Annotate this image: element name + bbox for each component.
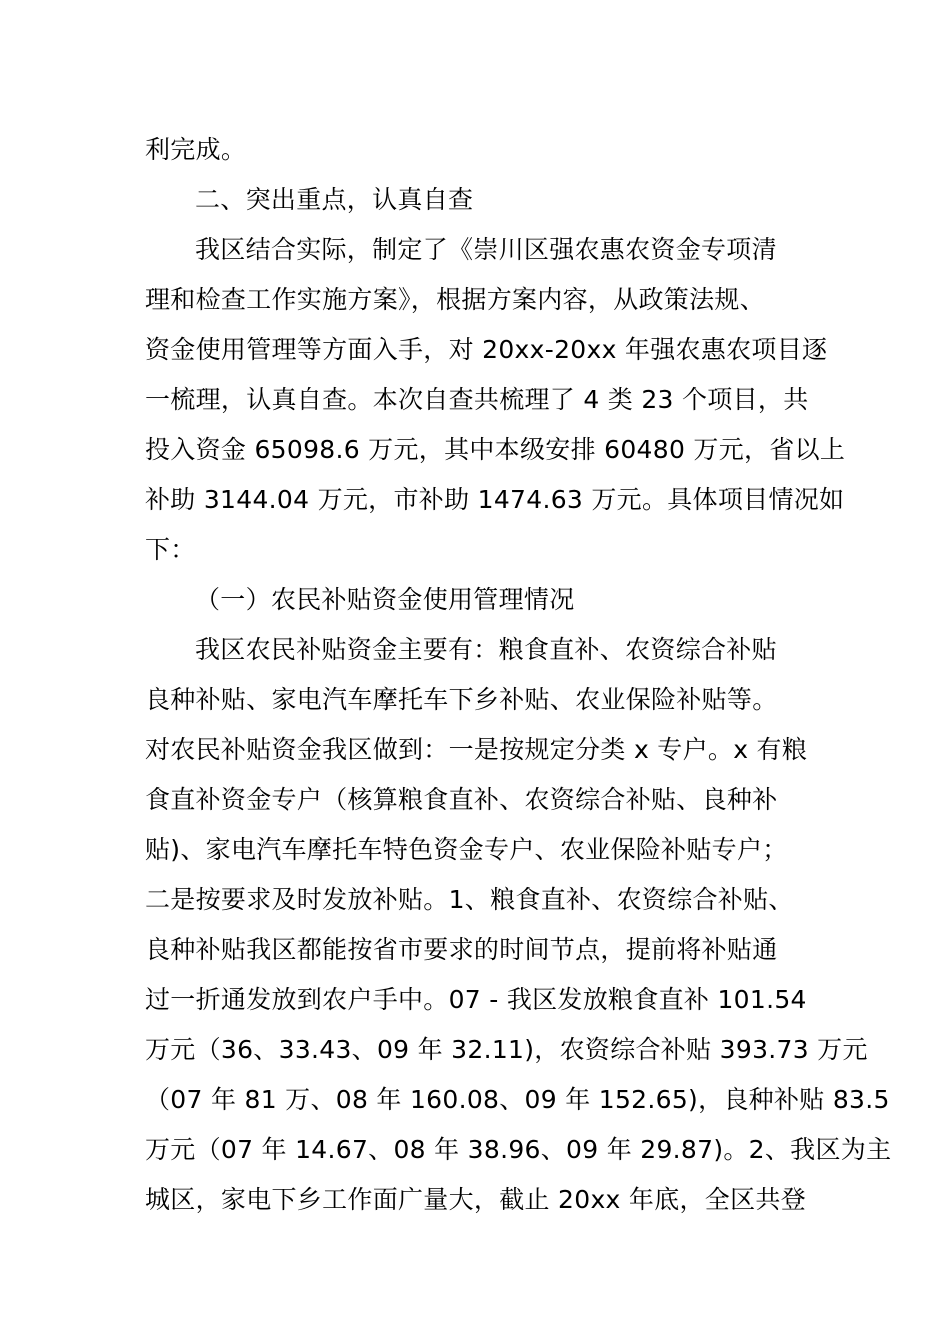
text-line-9: 下： [145, 535, 196, 564]
text-line-3: 我区结合实际，制定了《崇川区强农惠农资金专项清 [195, 235, 777, 264]
text-line-1: 利完成。 [145, 135, 247, 164]
text-line-4: 理和检查工作实施方案》，根据方案内容，从政策法规、 [145, 285, 766, 314]
text-line-13: 对农民补贴资金我区做到：一是按规定分类 x 专户。x 有粮 [145, 735, 808, 764]
text-line-19: 万元（36、33.43、09 年 32.11)，农资综合补贴 393.73 万元 [145, 1035, 868, 1064]
text-line-8: 补助 3144.04 万元，市补助 1474.63 万元。具体项目情况如 [145, 485, 845, 514]
text-line-7: 投入资金 65098.6 万元，其中本级安排 60480 万元，省以上 [145, 435, 846, 464]
text-line-15: 贴)、家电汽车摩托车特色资金专户、农业保险补贴专户； [145, 835, 788, 864]
text-line-11: 我区农民补贴资金主要有：粮食直补、农资综合补贴 [195, 635, 777, 664]
text-line-12: 良种补贴、家电汽车摩托车下乡补贴、农业保险补贴等。 [145, 685, 778, 714]
section-heading: 二、突出重点，认真自查 [195, 185, 474, 214]
text-line-22: 城区，家电下乡工作面广量大，截止 20xx 年底，全区共登 [145, 1185, 806, 1214]
text-line-6: 一梳理，认真自查。本次自查共梳理了 4 类 23 个项目，共 [145, 385, 809, 414]
text-line-16: 二是按要求及时发放补贴。1、粮食直补、农资综合补贴、 [145, 885, 794, 914]
text-line-14: 食直补资金专户（核算粮食直补、农资综合补贴、良种补 [145, 785, 778, 814]
text-line-18: 过一折通发放到农户手中。07 - 我区发放粮食直补 101.54 [145, 985, 807, 1014]
subsection-heading: （一）农民补贴资金使用管理情况 [195, 585, 575, 614]
text-line-5: 资金使用管理等方面入手，对 20xx-20xx 年强农惠农项目逐 [145, 335, 828, 364]
text-line-20: （07 年 81 万、08 年 160.08、09 年 152.65)，良种补贴 83.5 [145, 1085, 890, 1114]
text-line-17: 良种补贴我区都能按省市要求的时间节点，提前将补贴通 [145, 935, 778, 964]
text-line-21: 万元（07 年 14.67、08 年 38.96、09 年 29.87)。2、我区为主 [145, 1135, 892, 1164]
